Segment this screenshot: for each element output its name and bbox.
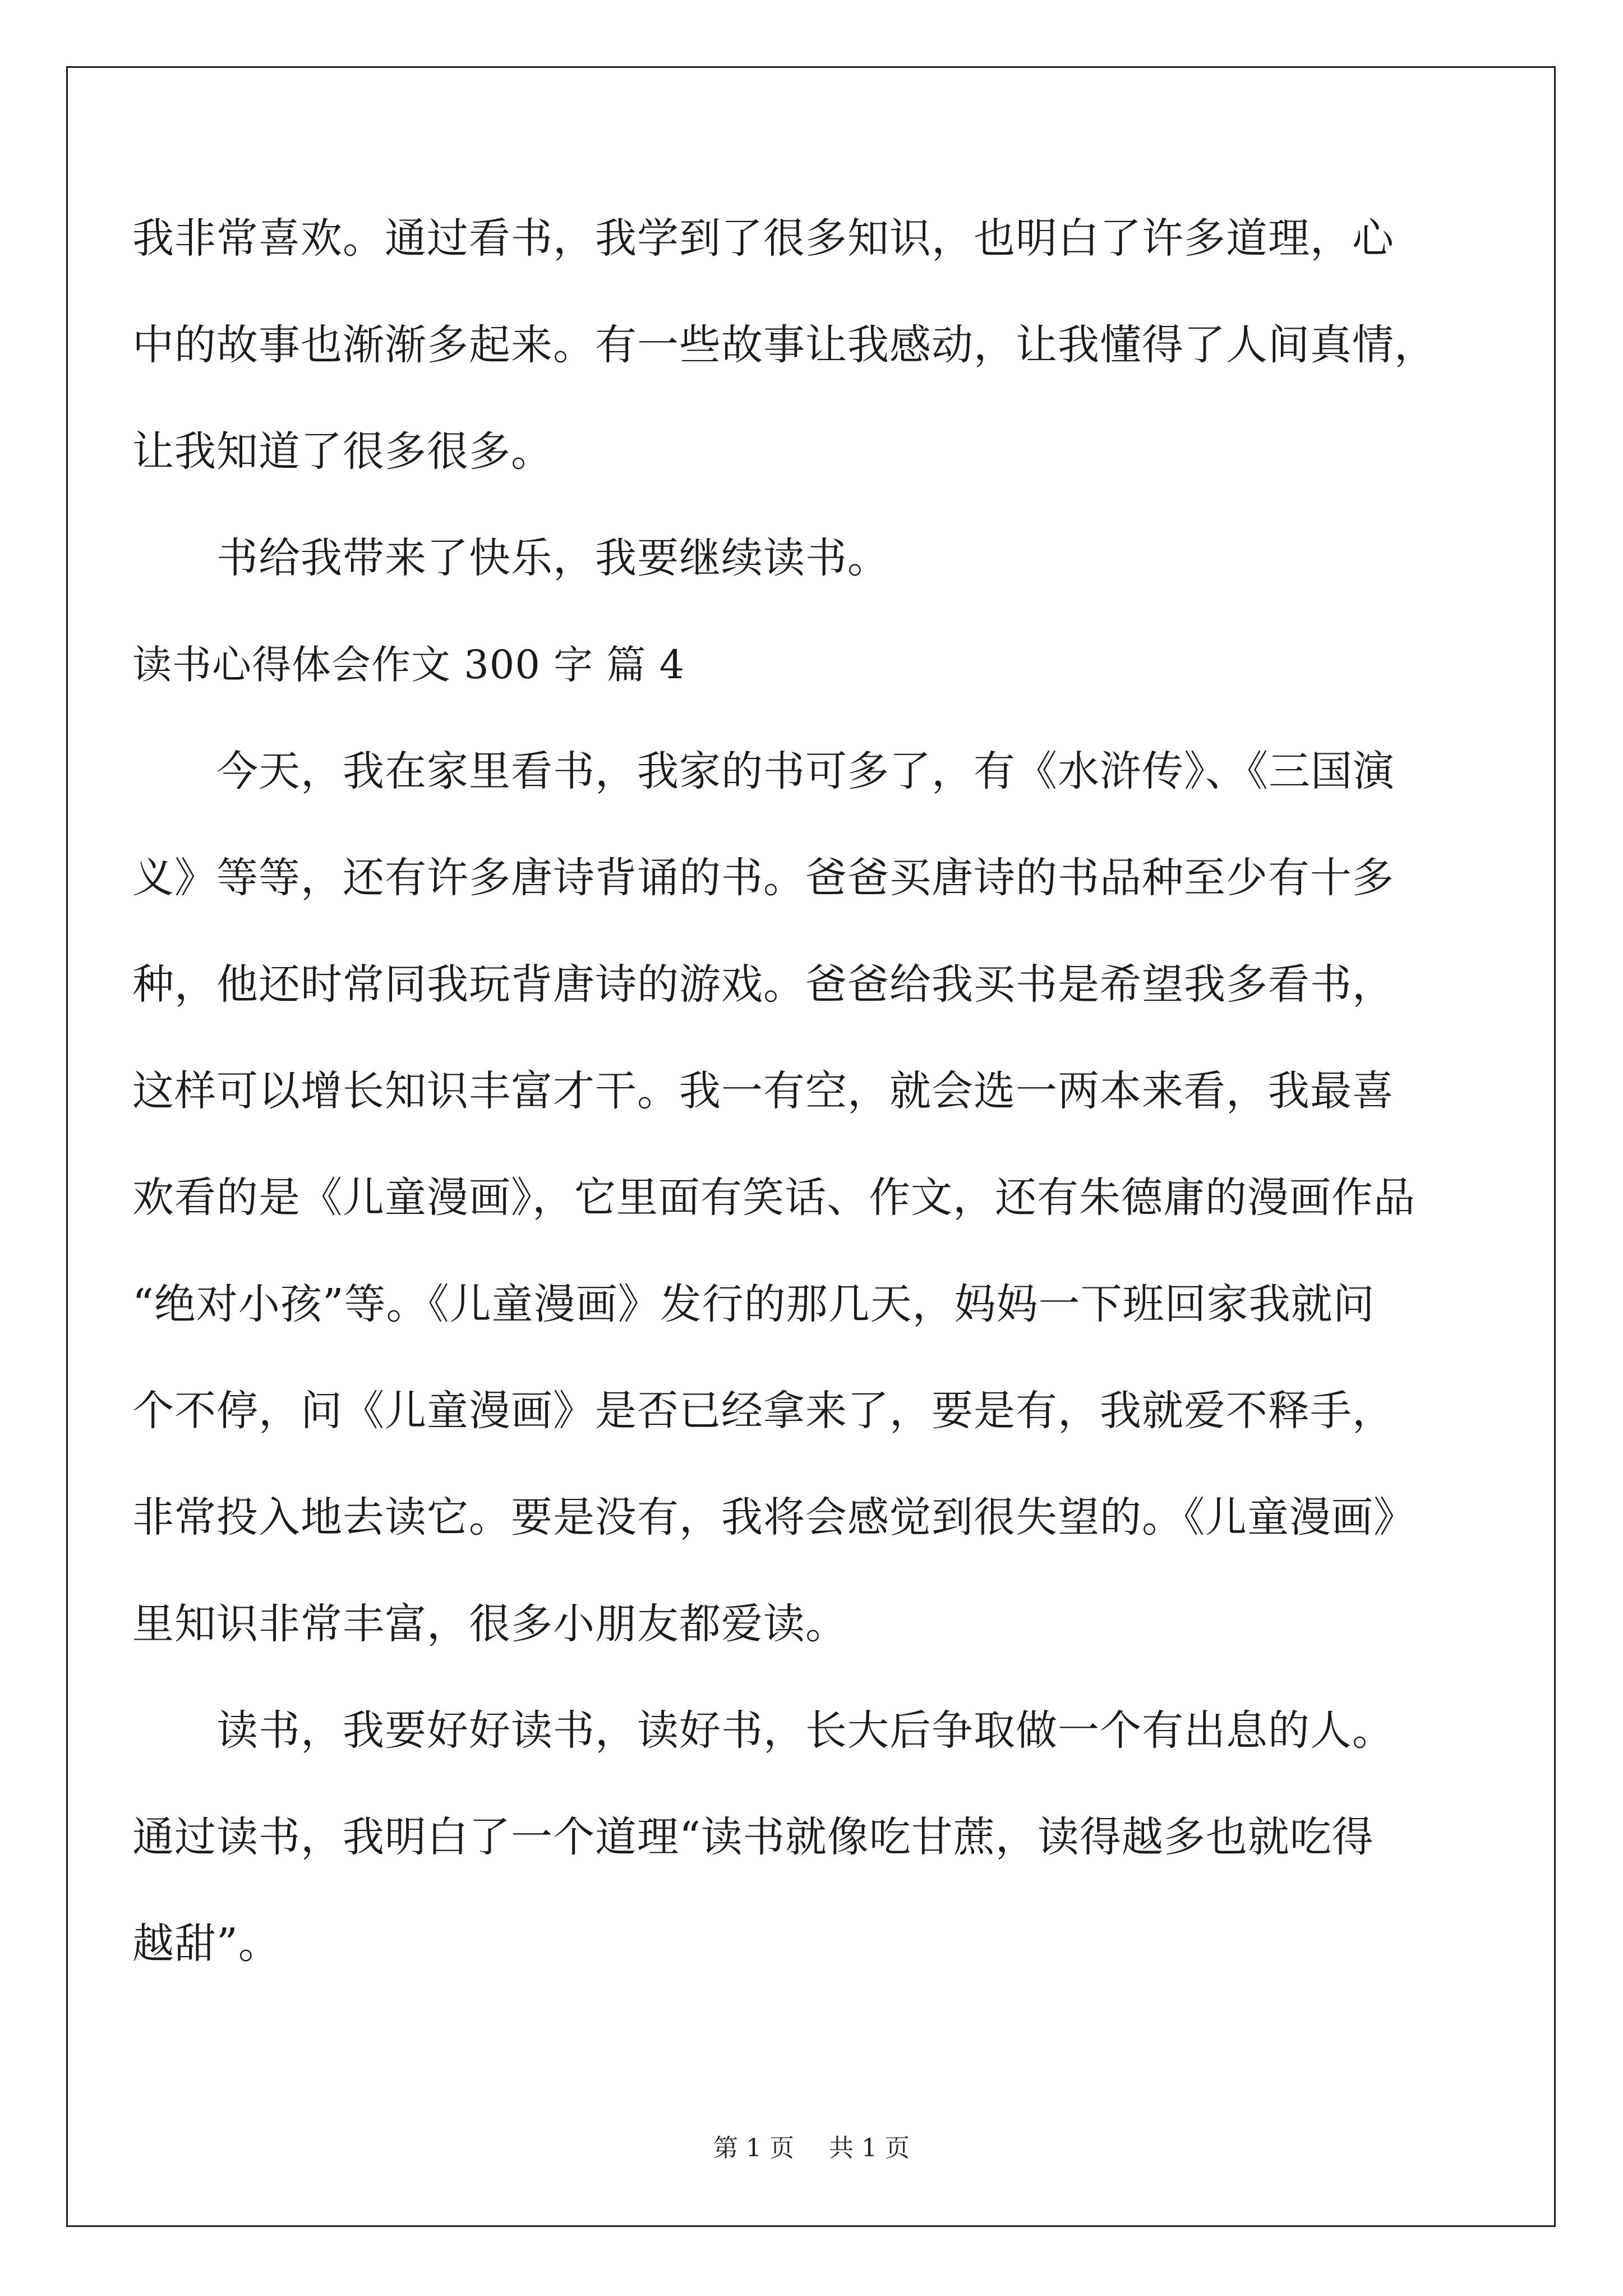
document-body: [132, 185, 1490, 1997]
page-total: 共 1 页: [829, 2134, 910, 2162]
text-line: 我非常喜欢。通过看书，我学到了很多知识，也明白了许多道理，心: [132, 214, 1394, 263]
text-line: “绝对小孩”等。《儿童漫画》发行的那几天，妈妈一下班回家我就问: [132, 1280, 1375, 1328]
text-line: 读书，我要好好读书，读好书，长大后争取做一个有出息的人。: [216, 1706, 1394, 1755]
text-line: 这样可以增长知识丰富才干。我一有空，就会选一两本来看，我最喜: [132, 1067, 1394, 1115]
page-number: 第 1 页: [713, 2134, 794, 2162]
text-line: 非常投入地去读它。要是没有，我将会感觉到很失望的。《儿童漫画》: [132, 1493, 1415, 1542]
text-line: 里知识非常丰富，很多小朋友都爱读。: [132, 1600, 847, 1648]
text-line: 义》等等，还有许多唐诗背诵的书。爸爸买唐诗的书品种至少有十多: [132, 854, 1394, 902]
text-line: 今天，我在家里看书，我家的书可多了，有《水浒传》、《三国演: [216, 747, 1395, 795]
section-heading: 读书心得体会作文 300 字 篇 4: [132, 642, 685, 688]
page-footer: [0, 2132, 1623, 2165]
text-line: 个不停，问《儿童漫画》是否已经拿来了，要是有，我就爱不释手，: [132, 1387, 1394, 1435]
text-line: 欢看的是《儿童漫画》，它里面有笑话、作文，还有朱德庸的漫画作品: [132, 1174, 1415, 1222]
text-line: 中的故事也渐渐多起来。有一些故事让我感动，让我懂得了人间真情，: [132, 321, 1436, 369]
text-line: 书给我带来了快乐，我要继续读书。: [216, 534, 889, 582]
text-line: 越甜”。: [132, 1920, 280, 1968]
text-line: 种，他还时常同我玩背唐诗的游戏。爸爸给我买书是希望我多看书，: [132, 960, 1394, 1009]
text-line: 通过读书，我明白了一个道理“读书就像吃甘蔗，读得越多也就吃得: [132, 1813, 1374, 1861]
text-line: 让我知道了很多很多。: [132, 427, 553, 476]
